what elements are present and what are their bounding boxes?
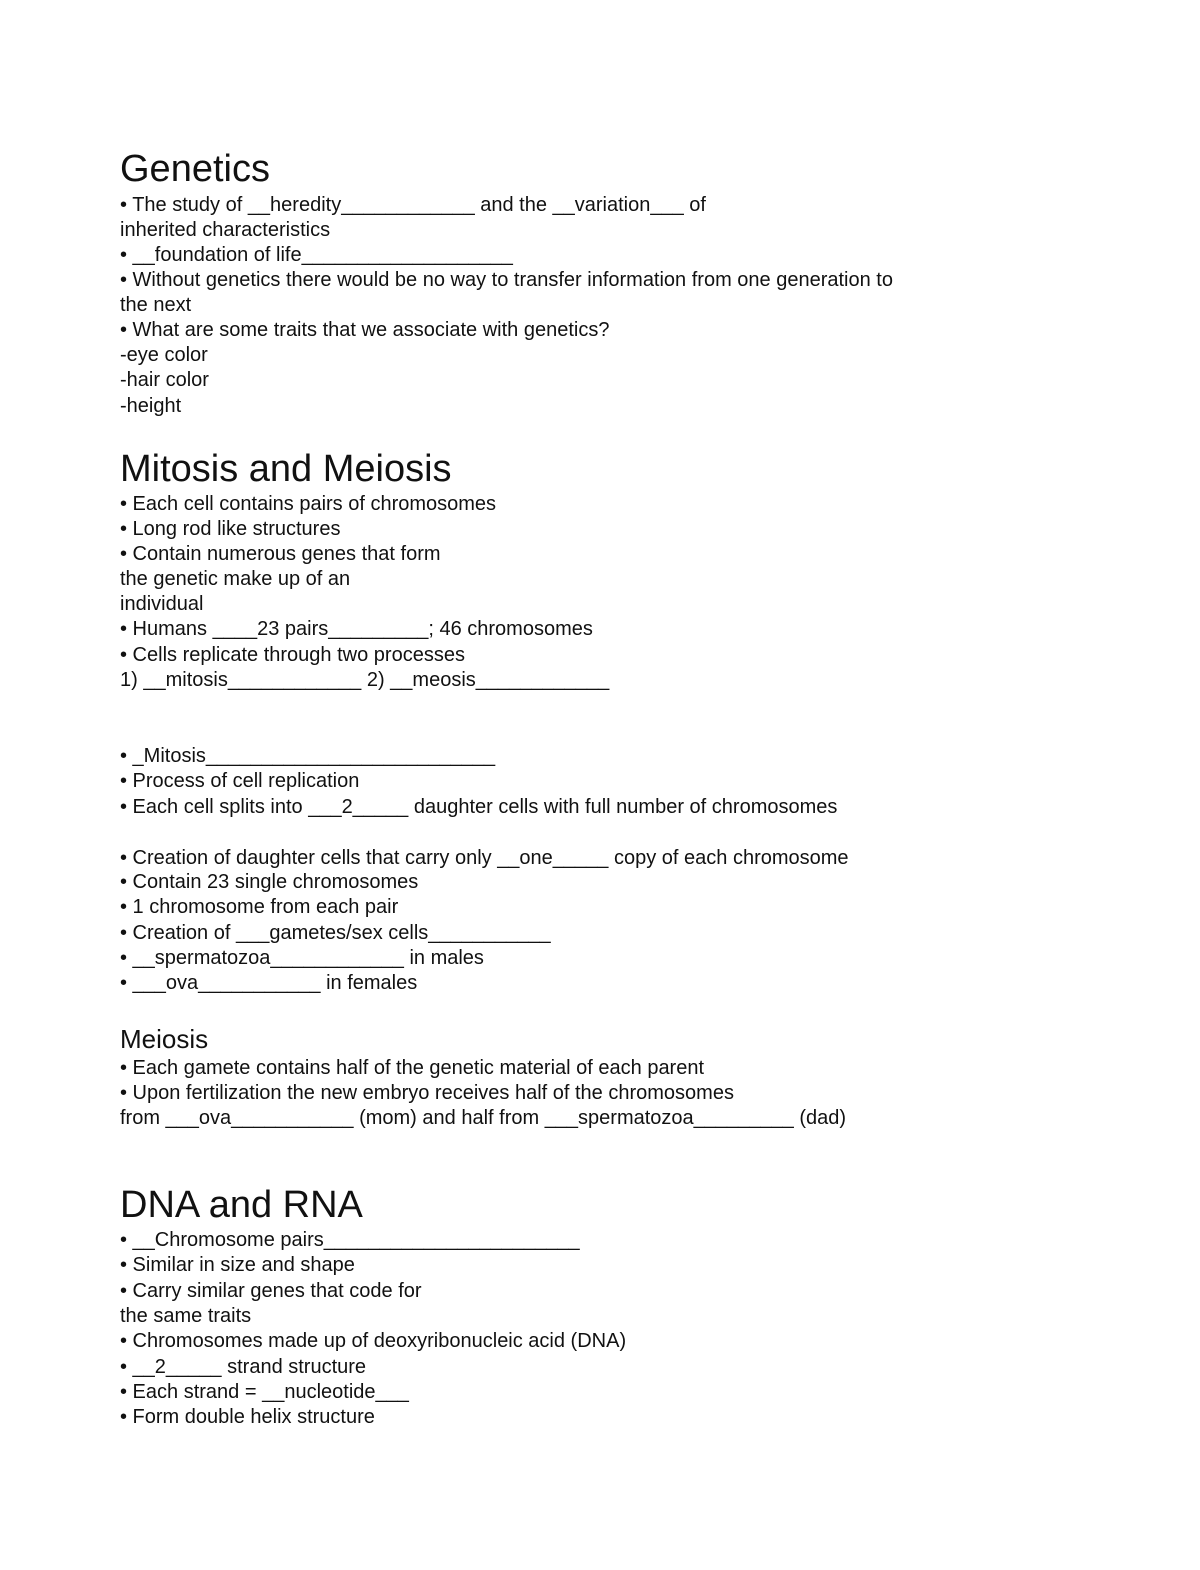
section-title-meiosis: Meiosis [120,1024,209,1054]
text-line: • ___ova___________ in females [120,972,418,994]
text-line: • __spermatozoa____________ in males [120,947,484,969]
text-line: -hair color [120,369,209,391]
text-line: • Humans ____23 pairs_________; 46 chromosomes [120,618,593,640]
text-line: • Long rod like structures [120,518,341,540]
text-line: • 1 chromosome from each pair [120,896,399,918]
text-line: • Upon fertilization the new embryo receives half of the chromosomes [120,1082,734,1104]
text-line: from ___ova___________ (mom) and half from ___spermatozoa_________ (dad) [120,1107,847,1129]
text-line: • Cells replicate through two processes [120,644,465,666]
text-line: • Each gamete contains half of the genetic material of each parent [120,1057,705,1079]
text-line: • Contain numerous genes that form [120,543,441,565]
text-line: • Similar in size and shape [120,1254,355,1276]
text-line: • Carry similar genes that code for [120,1280,422,1302]
text-line: • _Mitosis__________________________ [120,745,496,767]
text-line: • Each cell contains pairs of chromosomes [120,493,497,515]
section-title-mitosis-meiosis: Mitosis and Meiosis [120,448,452,490]
text-line: • Each strand = __nucleotide___ [120,1381,409,1403]
text-line: the same traits [120,1305,252,1327]
text-line: -height [120,395,182,417]
text-line: • Creation of ___gametes/sex cells___________ [120,922,551,944]
text-line: • __2_____ strand structure [120,1356,367,1378]
section-title-dna-rna: DNA and RNA [120,1184,363,1226]
text-line: • Contain 23 single chromosomes [120,871,419,893]
text-line: individual [120,593,204,615]
section-title-genetics: Genetics [120,148,270,190]
text-line: • Process of cell replication [120,770,360,792]
text-line: • __Chromosome pairs_______________________ [120,1229,580,1251]
text-line: -eye color [120,344,208,366]
text-line: 1) __mitosis____________ 2) __meosis____________ [120,669,610,691]
text-line: • __foundation of life___________________ [120,244,513,266]
text-line: the genetic make up of an [120,568,351,590]
text-line: • Without genetics there would be no way to transfer information from one generation to [120,269,893,291]
text-line: inherited characteristics [120,219,331,241]
text-line: the next [120,294,192,316]
text-line: • Creation of daughter cells that carry only __one_____ copy of each chromosome [120,847,849,869]
text-line: • Each cell splits into ___2_____ daughter cells with full number of chromosomes [120,796,838,818]
text-line: • Form double helix structure [120,1406,375,1428]
text-line: • The study of __heredity____________ and the __variation___ of [120,194,706,216]
text-line: • What are some traits that we associate with genetics? [120,319,610,341]
text-line: • Chromosomes made up of deoxyribonucleic acid (DNA) [120,1330,627,1352]
